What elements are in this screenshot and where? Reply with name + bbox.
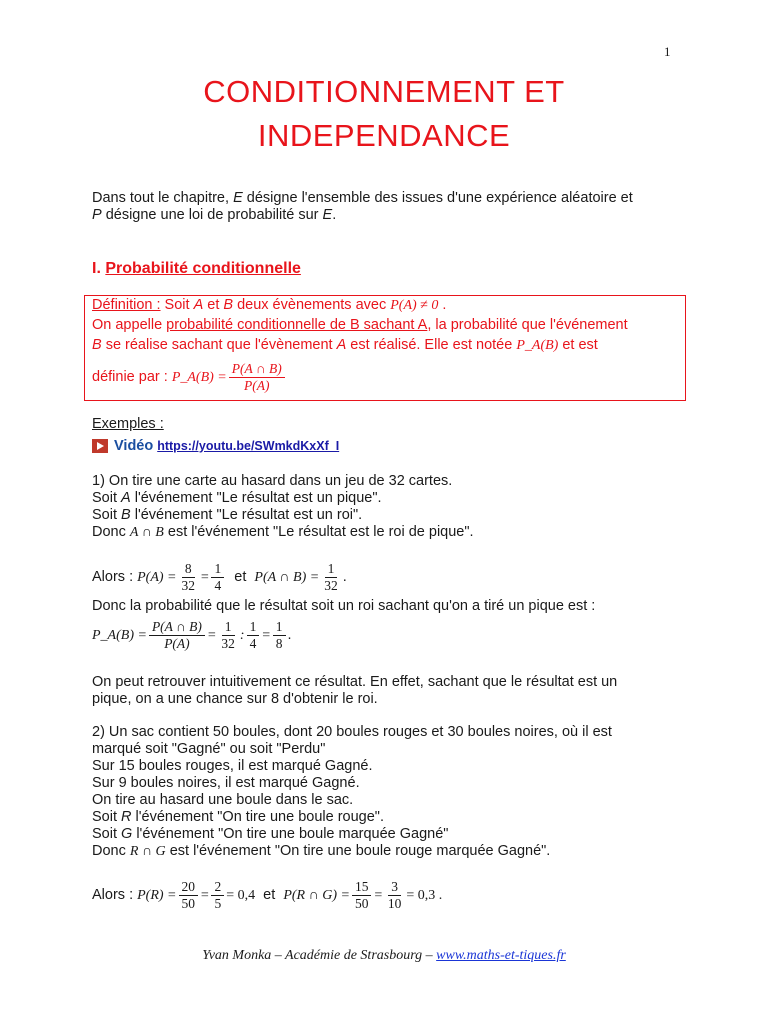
fraction-numerator: P(A ∩ B) <box>229 361 285 378</box>
ex1-line-2 <box>92 490 382 507</box>
definition-line-3 <box>92 337 598 354</box>
fraction-numerator: 15 <box>352 879 372 896</box>
var-b: B <box>92 337 102 353</box>
condition-formula: P(A) ≠ 0 <box>390 298 439 313</box>
var-b: B <box>223 297 234 313</box>
et-label: et <box>234 569 247 585</box>
video-link[interactable]: https://youtu.be/SWmkdKxXf_I <box>157 439 340 453</box>
fraction <box>385 879 405 912</box>
fraction-denominator: P(A) <box>244 377 270 393</box>
ex1-line-3 <box>92 507 362 524</box>
equals-sign: = <box>206 628 217 643</box>
fraction <box>211 879 224 912</box>
period: . <box>342 569 347 585</box>
var-a: A <box>193 297 204 313</box>
var-a: A <box>121 490 131 506</box>
et-label: et <box>263 887 276 903</box>
ex2-line-2: marqué soit "Gagné" ou soit "Perdu" <box>92 741 326 757</box>
fraction-numerator: 1 <box>222 619 235 636</box>
ex1-conditional-row <box>92 617 292 654</box>
fraction <box>273 619 286 652</box>
video-row <box>92 438 339 455</box>
fraction-denominator: 50 <box>354 895 369 911</box>
fraction <box>218 619 238 652</box>
text: . <box>438 297 447 313</box>
definition-line-4 <box>92 360 287 395</box>
page-title-line1: CONDITIONNEMENT ET <box>203 74 565 109</box>
fraction-numerator: 1 <box>273 619 286 636</box>
ex2-line-6 <box>92 809 384 826</box>
ex2-line-7 <box>92 826 448 843</box>
fraction-denominator: 4 <box>214 577 222 593</box>
text: désigne l'ensemble des issues d'une expérience aléatoire et <box>242 190 633 206</box>
fraction <box>179 879 199 912</box>
ex1-line-6: Donc la probabilité que le résultat soit un roi sachant qu'on a tiré un pique est : <box>92 598 596 614</box>
text: deux évènements avec <box>233 297 391 313</box>
text: est réalisé. Elle est notée <box>346 337 517 353</box>
equals-sign: = <box>200 888 210 903</box>
fraction-numerator: 8 <box>182 561 195 578</box>
definition-line-1 <box>92 297 446 314</box>
intro-line-2 <box>92 207 336 224</box>
fraction-denominator: 8 <box>275 635 283 651</box>
var-g: G <box>121 826 133 842</box>
var-r: R <box>121 809 132 825</box>
intro-line-1 <box>92 190 633 207</box>
fraction-denominator: 32 <box>221 635 235 651</box>
formula-lhs: P_A(B) = <box>92 628 147 643</box>
play-icon[interactable] <box>92 439 108 453</box>
text: se réalise sachant que l'évènement <box>101 337 337 353</box>
fraction <box>211 561 224 594</box>
ex2-line-5: On tire au hasard une boule dans le sac. <box>92 792 354 808</box>
value: = 0,4 <box>226 888 256 903</box>
ex2-line-8 <box>92 843 550 860</box>
definition-fraction <box>229 361 285 394</box>
text: Donc <box>92 524 130 540</box>
alors-label: Alors : <box>92 887 134 903</box>
ex1-alors-row <box>92 560 347 595</box>
fraction <box>149 619 205 652</box>
ex1-line-9: pique, on a une chance sur 8 d'obtenir le roi. <box>92 691 378 707</box>
footer-link[interactable]: www.maths-et-tiques.fr <box>436 948 566 963</box>
var-b: B <box>121 507 131 523</box>
text: l'événement "On tire une boule marquée Gagné" <box>132 826 449 842</box>
text: l'événement "On tire une boule rouge". <box>131 809 384 825</box>
text: définie par : <box>92 369 172 385</box>
text: Donc <box>92 843 130 859</box>
examples-label: Exemples : <box>92 416 164 432</box>
fraction-denominator: 10 <box>387 895 402 911</box>
formula-pab: P(A ∩ B) = <box>254 570 320 585</box>
var-p: P <box>92 207 102 223</box>
text: On appelle <box>92 317 167 333</box>
notation-formula: P_A(B) <box>516 338 559 353</box>
fraction <box>247 619 260 652</box>
footer <box>0 948 768 964</box>
formula-prg: P(R ∩ G) = <box>283 888 350 903</box>
text: et <box>203 297 224 313</box>
footer-text: Yvan Monka – Académie de Strasbourg – <box>202 948 437 963</box>
text: désigne une loi de probabilité sur <box>101 207 323 223</box>
fraction <box>352 879 372 912</box>
intersection-formula: R ∩ G <box>129 844 166 859</box>
ex1-line-1: 1) On tire une carte au hasard dans un jeu de 32 cartes. <box>92 473 453 489</box>
fraction-numerator: 3 <box>388 879 401 896</box>
page-title-line2: INDEPENDANCE <box>257 118 511 153</box>
text: et est <box>558 337 598 353</box>
period: . <box>287 627 292 643</box>
fraction <box>321 561 341 594</box>
equals-sign: = <box>373 888 383 903</box>
ex1-line-4 <box>92 524 474 541</box>
section-heading <box>92 260 301 278</box>
fraction-denominator: 32 <box>324 577 338 593</box>
section-number: I. <box>92 260 106 277</box>
page-number: 1 <box>664 44 671 59</box>
text: Soit <box>92 826 122 842</box>
var-a: A <box>336 337 347 353</box>
fraction-denominator: P(A) <box>164 635 190 651</box>
fraction-numerator: 20 <box>179 879 199 896</box>
equals-sign: = <box>261 628 271 643</box>
fraction-denominator: 50 <box>181 895 195 911</box>
text: l'événement "Le résultat est un pique". <box>130 490 382 506</box>
video-label: Vidéo <box>114 438 154 454</box>
formula-lhs: P_A(B) = <box>171 370 227 385</box>
text: est l'événement "Le résultat est le roi de pique". <box>163 524 474 540</box>
var-e: E <box>233 190 243 206</box>
value: = 0,3 . <box>406 888 443 903</box>
ex2-alors-row <box>92 878 442 913</box>
fraction-denominator: 32 <box>181 577 195 593</box>
text: Soit <box>92 809 122 825</box>
intersection-formula: A ∩ B <box>129 525 164 540</box>
fraction-denominator: 4 <box>249 635 257 651</box>
definition-term: probabilité conditionnelle de B sachant A <box>166 317 428 333</box>
text: est l'événement "On tire une boule rouge marquée Gagné". <box>165 843 551 859</box>
text: l'événement "Le résultat est un roi". <box>130 507 363 523</box>
text: . <box>332 207 337 223</box>
fraction-numerator: 2 <box>211 879 224 896</box>
equals-sign: = <box>200 570 210 585</box>
text: Soit <box>160 297 194 313</box>
formula-pa: P(A) = <box>137 570 177 585</box>
definition-line-2 <box>92 317 628 334</box>
fraction-denominator: 5 <box>214 895 222 911</box>
text: Soit <box>92 507 122 523</box>
ex1-line-8: On peut retrouver intuitivement ce résultat. En effet, sachant que le résultat est un <box>92 674 618 690</box>
alors-label: Alors : <box>92 569 134 585</box>
ex2-line-1: 2) Un sac contient 50 boules, dont 20 boules rouges et 30 boules noires, où il est <box>92 724 612 740</box>
text: Dans tout le chapitre, <box>92 190 234 206</box>
fraction-numerator: 1 <box>325 561 338 578</box>
ex2-line-4: Sur 9 boules noires, il est marqué Gagné. <box>92 775 360 791</box>
fraction-numerator: P(A ∩ B) <box>149 619 205 636</box>
formula-pr: P(R) = <box>137 888 177 903</box>
fraction <box>179 561 199 594</box>
var-e: E <box>322 207 333 223</box>
ex2-line-3: Sur 15 boules rouges, il est marqué Gagné. <box>92 758 373 774</box>
definition-label: Définition : <box>92 297 161 313</box>
text: , la probabilité que l'événement <box>427 317 628 333</box>
divide-sign: : <box>239 628 245 643</box>
section-label: Probabilité conditionnelle <box>105 260 301 277</box>
text: Soit <box>92 490 122 506</box>
fraction-numerator: 1 <box>247 619 260 636</box>
fraction-numerator: 1 <box>211 561 224 578</box>
